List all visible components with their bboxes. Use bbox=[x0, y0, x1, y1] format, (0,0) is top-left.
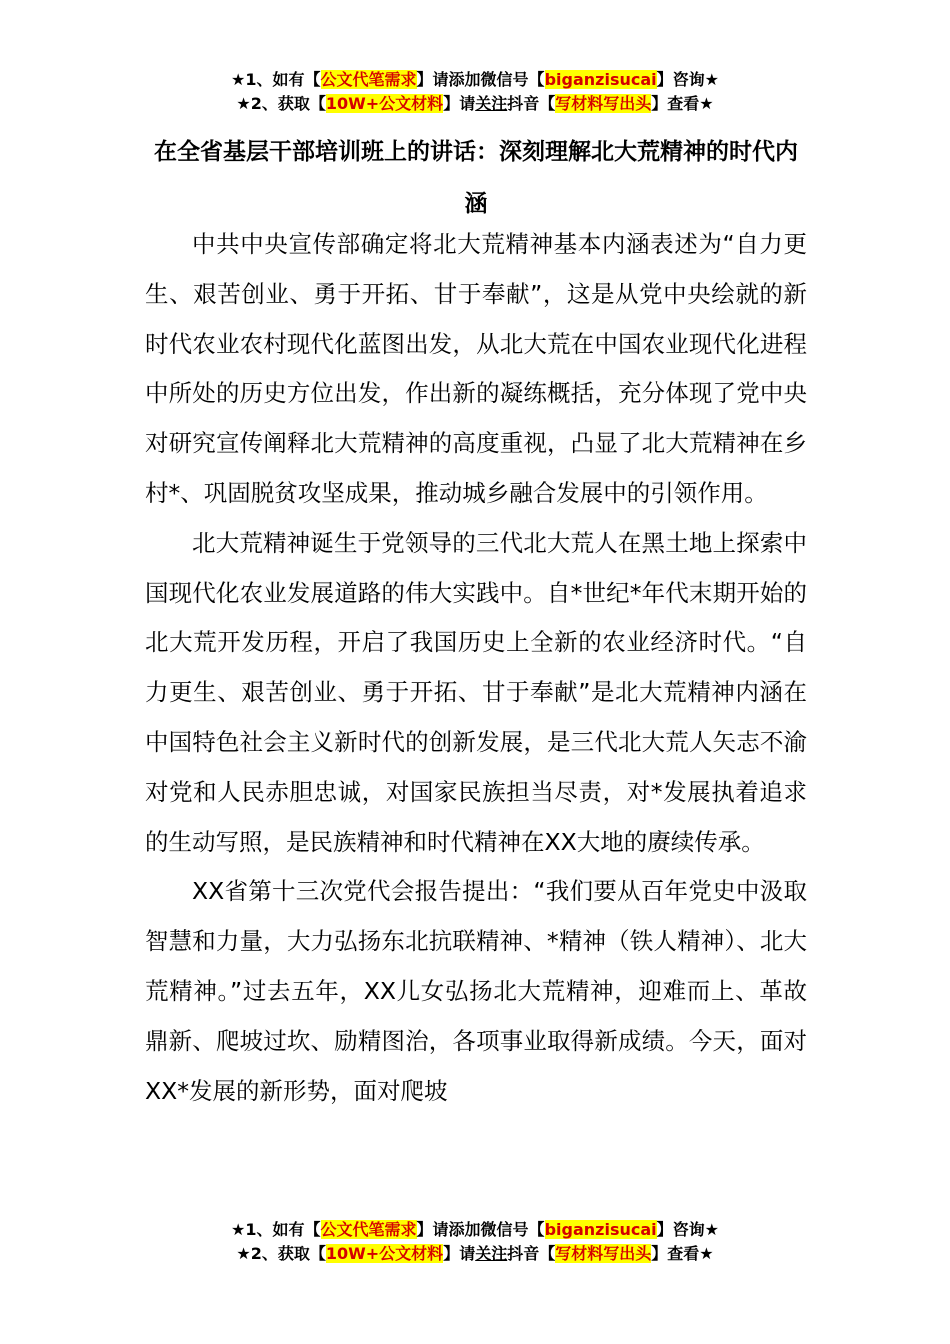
document-body bbox=[145, 220, 807, 1116]
promo-line-2 bbox=[0, 92, 950, 116]
promo-text: ★1、如有【 bbox=[231, 1220, 321, 1239]
promo-text: 微信号【 bbox=[480, 70, 545, 89]
promo-text: ★1、如有【 bbox=[231, 70, 321, 89]
promo-highlight: 公文代笔需求 bbox=[320, 70, 417, 89]
promo-emphasis: 加 bbox=[464, 1220, 481, 1239]
promo-highlight: 公文代笔需求 bbox=[320, 1220, 417, 1239]
promo-highlight: 10W+公文材料 bbox=[325, 1244, 444, 1263]
promo-line-1 bbox=[0, 1218, 950, 1242]
promo-wechat-id: biganzisucai bbox=[544, 70, 657, 89]
promo-text: 】咨询★ bbox=[656, 70, 719, 89]
promo-text: 】查看★ bbox=[651, 94, 714, 113]
document-title: 在全省基层干部培训班上的讲话：深刻理解北大荒精神的时代内涵 bbox=[154, 139, 798, 217]
promo-text: 】查看★ bbox=[651, 1244, 714, 1263]
promo-text: 】请 bbox=[443, 94, 476, 113]
promo-banner-top bbox=[0, 68, 950, 116]
paragraph: 北大荒精神诞生于党领导的三代北大荒人在黑土地上探索中国现代化农业发展道路的伟大实践中。自*世纪*年代末期开始的北大荒开发历程，开启了我国历史上全新的农业经济时代。“自力更生、艰苦创业、勇于开拓、甘于奉献”是北大荒精神内涵在中国特色社会主义新时代的创新发展，是三代北大荒人矢志不渝对党和人民赤胆忠诚，对国家民族担当尽责，对*发展执着追求的生动写照，是民族精神和时代精神在XX大地的赓续传承。 bbox=[145, 528, 807, 856]
promo-wechat-id: biganzisucai bbox=[544, 1220, 657, 1239]
promo-emphasis: 关注 bbox=[475, 1244, 508, 1263]
promo-line-2 bbox=[0, 1242, 950, 1266]
promo-text: 微信号【 bbox=[480, 1220, 545, 1239]
promo-text: 】请添 bbox=[416, 1220, 465, 1239]
promo-text: 】咨询★ bbox=[656, 1220, 719, 1239]
promo-line-1 bbox=[0, 68, 950, 92]
promo-banner-bottom bbox=[0, 1218, 950, 1266]
promo-text: 抖音【 bbox=[507, 94, 556, 113]
promo-douyin-id: 写材料写出头 bbox=[555, 1244, 652, 1263]
paragraph: XX省第十三次党代会报告提出：“我们要从百年党史中汲取智慧和力量，大力弘扬东北抗联精神、*精神（铁人精神）、北大荒精神。”过去五年，XX儿女弘扬北大荒精神，迎难而上、革故鼎新、爬坡过坎、励精图治，各项事业取得新成绩。今天，面对XX*发展的新形势，面对爬坡 bbox=[145, 877, 807, 1105]
paragraph: 中共中央宣传部确定将北大荒精神基本内涵表述为“自力更生、艰苦创业、勇于开拓、甘于奉献”，这是从党中央绘就的新时代农业农村现代化蓝图出发，从北大荒在中国农业现代化进程中所处的历史方位出发，作出新的凝练概括，充分体现了党中央对研究宣传阐释北大荒精神的高度重视，凸显了北大荒精神在乡村*、巩固脱贫攻坚成果，推动城乡融合发展中的引领作用。 bbox=[145, 230, 807, 507]
promo-text: ★2、获取【 bbox=[236, 94, 326, 113]
promo-text: 抖音【 bbox=[507, 1244, 556, 1263]
promo-emphasis: 加 bbox=[464, 70, 481, 89]
promo-highlight: 10W+公文材料 bbox=[325, 94, 444, 113]
promo-text: 】请 bbox=[443, 1244, 476, 1263]
promo-emphasis: 关注 bbox=[475, 94, 508, 113]
promo-douyin-id: 写材料写出头 bbox=[555, 94, 652, 113]
promo-text: ★2、获取【 bbox=[236, 1244, 326, 1263]
promo-text: 】请添 bbox=[416, 70, 465, 89]
